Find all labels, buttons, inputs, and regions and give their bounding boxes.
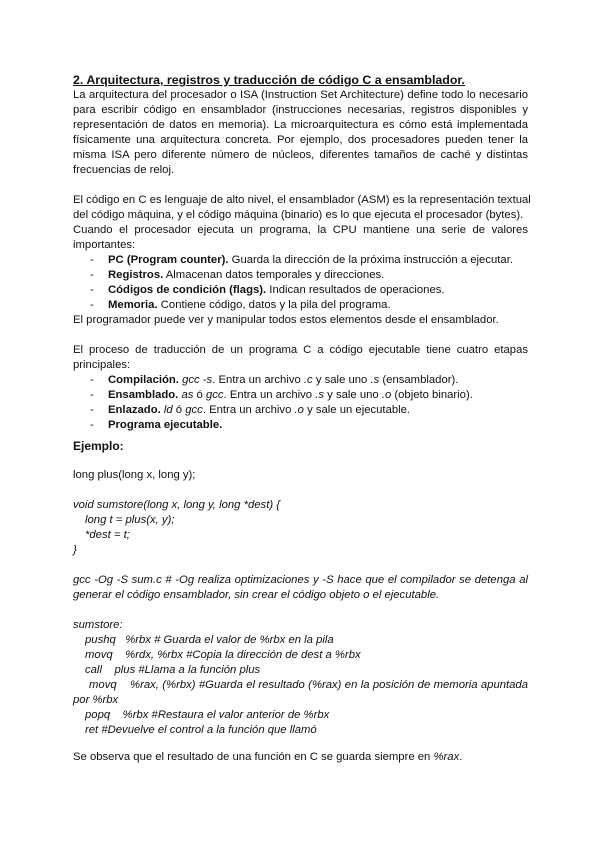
asm-label: sumstore:	[73, 619, 123, 631]
code-line: long t = plus(x, y);	[85, 514, 175, 526]
list-item: Registros. Almacenan datos temporales y direcciones.	[108, 269, 385, 281]
paragraph-line: El código en C es lenguaje de alto nivel, el ensamblador (ASM) es la representación textual	[73, 194, 531, 206]
bullet-marker: -	[90, 404, 94, 416]
bullet-marker: -	[90, 269, 94, 281]
asm-line: pushq %rbx # Guarda el valor de %rbx en la pila	[85, 634, 334, 646]
paragraph-line: físicamente una arquitectura concreta. Por ejemplo, dos procesadores pueden tener la	[73, 134, 528, 146]
paragraph-line: frecuencias de reloj.	[73, 164, 175, 176]
example-heading: Ejemplo:	[73, 439, 124, 453]
paragraph-line: representación de datos en memoria). La microarquitectura es cómo está implementada	[73, 119, 528, 131]
code-line: void sumstore(long x, long y, long *dest) {	[73, 499, 281, 511]
asm-line: movq %rax, (%rbx) #Guarda el resultado (%rax) en la posición de memoria apuntada	[89, 679, 528, 691]
bullet-marker: -	[90, 389, 94, 401]
asm-line: movq %rdx, %rbx #Copia la dirección de dest a %rbx	[85, 649, 361, 661]
asm-line: por %rbx	[73, 694, 119, 706]
asm-line: ret #Devuelve el control a la función que llamó	[85, 724, 317, 736]
conclusion-line: Se observa que el resultado de una función en C se guarda siempre en %rax.	[73, 751, 463, 763]
paragraph-line: misma ISA pero diferente número de núcleos, diferentes tamaños de caché y distintas	[73, 149, 528, 161]
asm-line: popq %rbx #Restaura el valor anterior de %rbx	[85, 709, 330, 721]
bullet-marker: -	[90, 284, 94, 296]
list-item: Enlazado. ld ó gcc. Entra un archivo .o y sale un ejecutable.	[108, 404, 411, 416]
paragraph-line: La arquitectura del procesador o ISA (Instruction Set Architecture) define todo lo necesario	[73, 89, 528, 101]
paragraph-line: principales:	[73, 359, 131, 371]
compiler-note: generar el código ensamblador, sin crear el código objeto o el ejecutable.	[73, 589, 440, 601]
list-item: Programa ejecutable.	[108, 419, 223, 431]
code-line: *dest = t;	[85, 529, 130, 541]
section-title: 2. Arquitectura, registros y traducción de código C a ensamblador.	[73, 73, 466, 87]
paragraph-line: del código máquina, y el código máquina (binario) es lo que ejecuta el procesador (bytes).	[73, 209, 524, 221]
list-item: Compilación. gcc -s. Entra un archivo .c y sale uno .s (ensamblador).	[108, 374, 459, 386]
bullet-marker: -	[90, 299, 94, 311]
paragraph-line: importantes:	[73, 239, 136, 251]
code-line: }	[73, 544, 77, 556]
list-item: Ensamblado. as ó gcc. Entra un archivo .s y sale uno .o (objeto binario).	[108, 389, 473, 401]
list-item: Códigos de condición (flags). Indican resultados de operaciones.	[108, 284, 445, 296]
bullet-marker: -	[90, 419, 94, 431]
code-line: long plus(long x, long y);	[73, 469, 196, 481]
compiler-note: gcc -Og -S sum.c # -Og realiza optimizaciones y -S hace que el compilador se detenga al	[73, 574, 528, 586]
list-item: Memoria. Contiene código, datos y la pila del programa.	[108, 299, 391, 311]
bullet-marker: -	[90, 254, 94, 266]
paragraph-line: El proceso de traducción de un programa C a código ejecutable tiene cuatro etapas	[73, 344, 528, 356]
paragraph-line: El programador puede ver y manipular todos estos elementos desde el ensamblador.	[73, 314, 499, 326]
paragraph-line: Cuando el procesador ejecuta un programa, la CPU mantiene una serie de valores	[73, 224, 528, 236]
bullet-marker: -	[90, 374, 94, 386]
asm-line: call plus #Llama a la función plus	[85, 664, 261, 676]
list-item: PC (Program counter). Guarda la dirección de la próxima instrucción a ejecutar.	[108, 254, 513, 266]
paragraph-line: para escribir código en ensamblador (instrucciones necesarias, registros disponibles y	[73, 104, 528, 116]
